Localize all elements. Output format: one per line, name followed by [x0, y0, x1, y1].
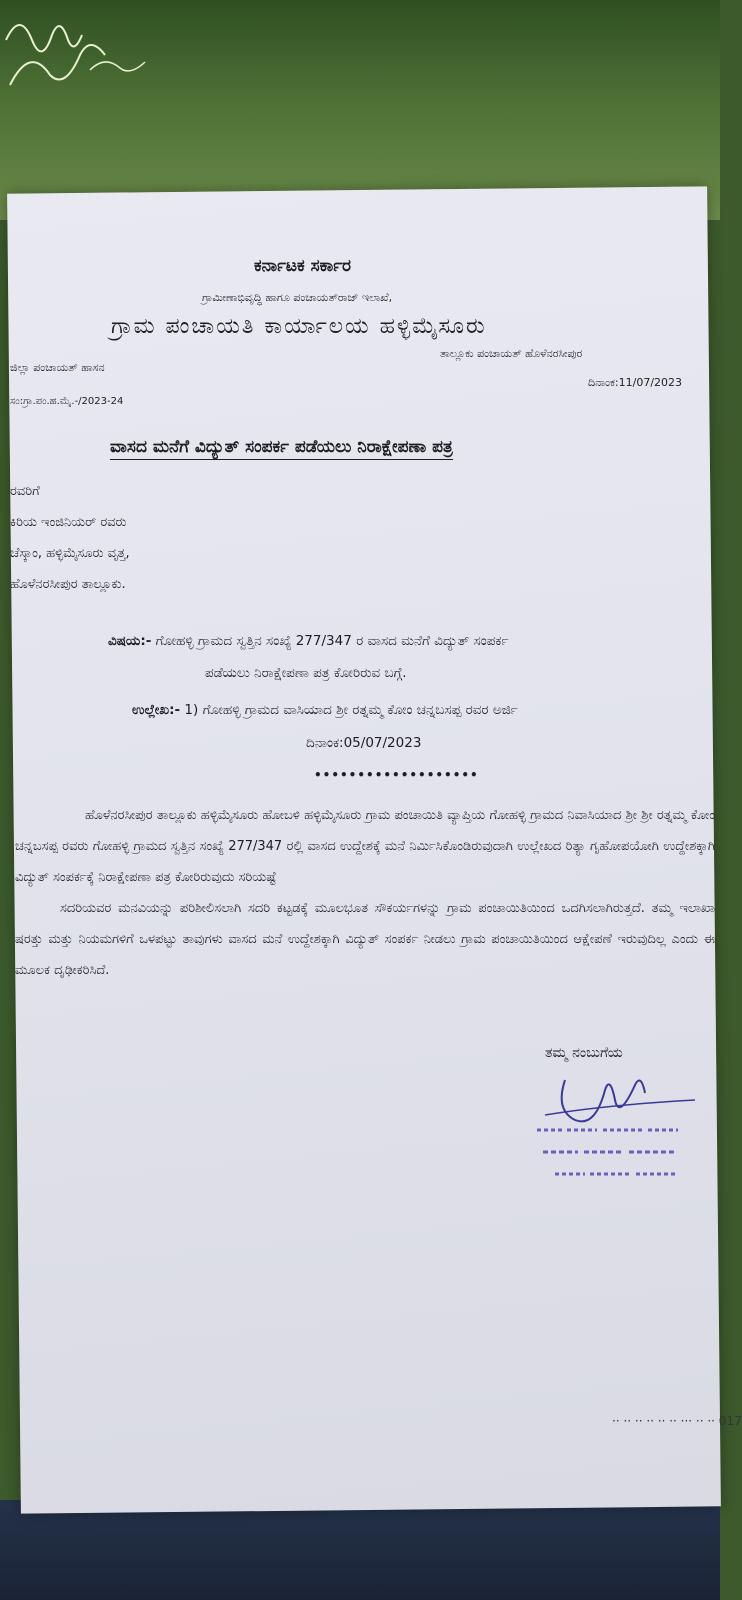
subject-text: ಗೋಹಳ್ಳಿ ಗ್ರಾಮದ ಸ್ವತ್ತಿನ ಸಂಖ್ಯೆ 277/347 ರ ವಾಸದ ಮನೆಗೆ ವಿದ್ಯುತ್ ಸಂಪರ್ಕ	[151, 633, 509, 649]
government-title: ಕರ್ನಾಟಕ ಸರ್ಕಾರ	[254, 256, 352, 276]
addressee-line: ಕಿರಿಯ ಇಂಜಿನಿಯರ್ ರವರು	[10, 515, 127, 530]
department-title: ಗ್ರಾಮೀಣಾಭಿವೃದ್ಧಿ ಹಾಗೂ ಪಂಚಾಯತ್‌ರಾಜ್ ಇಲಾಖೆ,	[202, 291, 393, 304]
reference-label: ಉಲ್ಲೇಖ:-	[132, 702, 181, 718]
separator-dots: •••••••••••••••••••	[314, 768, 479, 782]
reference-line	[132, 702, 518, 718]
subject-label: ವಿಷಯ:-	[108, 633, 152, 649]
body-paragraph-2: ಸದರಿಯವರ ಮನವಿಯನ್ನು ಪರಿಶೀಲಿಸಲಾಗಿ ಸದರಿ ಕಟ್ಟಡಕ್ಕೆ ಮೂಲಭೂತ ಸೌಕರ್ಯಗಳನ್ನು ಗ್ರಾಮ ಪಂಚಾಯಿತಿಯಿಂದ ಒದಗಿಸಲಾಗಿರುತ್ತದೆ. ತಮ್ಮ ಇಲಾಖಾ ಷರತ್ತು ಮತ್ತು ನಿಯಮಗಳಿಗೆ ಒಳಪಟ್ಟು ತಾವುಗಳು ವಾಸದ ಮನೆ ಉದ್ದೇಶಕ್ಕಾಗಿ ವಿದ್ಯುತ್ ಸಂಪರ್ಕ ನೀಡಲು ಗ್ರಾಮ ಪಂಚಾಯಿತಿಯಿಂದ ಆಕ್ಷೇಪಣೆ ಇರುವುದಿಲ್ಲ ಎಂದು ಈ ಮೂಲಕ ದೃಢೀಕರಿಸಿದೆ.	[15, 901, 715, 978]
addressee-line: ಹೊಳೆನರಸೀಪುರ ತಾಲ್ಲೂಕು.	[10, 577, 126, 592]
office-title: ಗ್ರಾಮ ಪಂಚಾಯತಿ ಕಾರ್ಯಾಲಯ ಹಳ್ಳಿಮೈಸೂರು	[111, 314, 487, 339]
closing-salutation: ತಮ್ಮ ನಂಬುಗೆಯ	[545, 1045, 623, 1061]
addressee-line: ರವರಿಗೆ	[10, 484, 40, 499]
zilla-panchayat: ಜಿಲ್ಲಾ ಪಂಚಾಯತ್ ಹಾಸನ	[10, 361, 105, 374]
signature-and-stamp	[525, 1060, 725, 1200]
addressee-line: ಚೆಸ್ಕಾಂ, ಹಳ್ಳಿಮೈಸೂರು ವೃತ್ತ,	[10, 546, 130, 561]
reference-number: ಸಂ:ಗ್ರಾ.ಪಂ.ಹ.ಮೈ.-/2023-24	[10, 396, 124, 407]
taluk-panchayat: ತಾಲ್ಲೂಕು ಪಂಚಾಯತ್ ಹೊಳೆನರಸೀಪುರ	[440, 347, 583, 360]
subject-line-2: ಪಡೆಯಲು ನಿರಾಕ್ಷೇಪಣಾ ಪತ್ರ ಕೋರಿರುವ ಬಗ್ಗೆ.	[205, 665, 407, 681]
page-marker: ·· ·· ·· ·· ·· ·· ··· ·· ·· 017	[612, 1414, 742, 1428]
subject-line	[108, 633, 508, 649]
letter-body	[15, 800, 715, 986]
reference-date: ದಿನಾಂಕ:05/07/2023	[306, 735, 422, 751]
background-dark-surface	[0, 1500, 720, 1600]
letter-date: ದಿನಾಂಕ:11/07/2023	[588, 376, 683, 389]
reference-text: 1) ಗೋಹಳ್ಳಿ ಗ್ರಾಮದ ವಾಸಿಯಾದ ಶ್ರೀ ರತ್ನಮ್ಮ ಕೋಂ ಚನ್ನಬಸಪ್ಪ ರವರ ಅರ್ಜಿ	[180, 702, 518, 718]
letter-headline: ವಾಸದ ಮನೆಗೆ ವಿದ್ಯುತ್ ಸಂಪರ್ಕ ಪಡೆಯಲು ನಿರಾಕ್ಷೇಪಣಾ ಪತ್ರ	[110, 437, 453, 460]
handwritten-scribble	[0, 0, 160, 110]
body-paragraph-1: ಹೊಳೆನರಸೀಪುರ ತಾಲ್ಲೂಕು ಹಳ್ಳಿಮೈಸೂರು ಹೋಬಳಿ ಹಳ್ಳಿಮೈಸೂರು ಗ್ರಾಮ ಪಂಚಾಯಿತಿ ವ್ಯಾಪ್ತಿಯ ಗೋಹಳ್ಳಿ ಗ್ರಾಮದ ನಿವಾಸಿಯಾದ ಶ್ರೀ ಶ್ರೀ ರತ್ನಮ್ಮ ಕೋಂ ಚನ್ನಬಸಪ್ಪ ರವರು ಗೋಹಳ್ಳಿ ಗ್ರಾಮದ ಸ್ವತ್ತಿನ ಸಂಖ್ಯೆ 277/347 ರಲ್ಲಿ ವಾಸದ ಉದ್ದೇಶಕ್ಕೆ ಮನೆ ನಿರ್ಮಿಸಿಕೊಂಡಿರುವುದಾಗಿ ಉಲ್ಲೇಖದ ರಿತ್ಯಾ ಗೃಹೋಪಯೋಗಿ ಉದ್ದೇಶಕ್ಕಾಗಿ ವಿದ್ಯುತ್ ಸಂಪರ್ಕಕ್ಕೆ ನಿರಾಕ್ಷೇಪಣಾ ಪತ್ರ ಕೋರಿರುವುದು ಸರಿಯಷ್ಟೆ	[15, 808, 715, 885]
